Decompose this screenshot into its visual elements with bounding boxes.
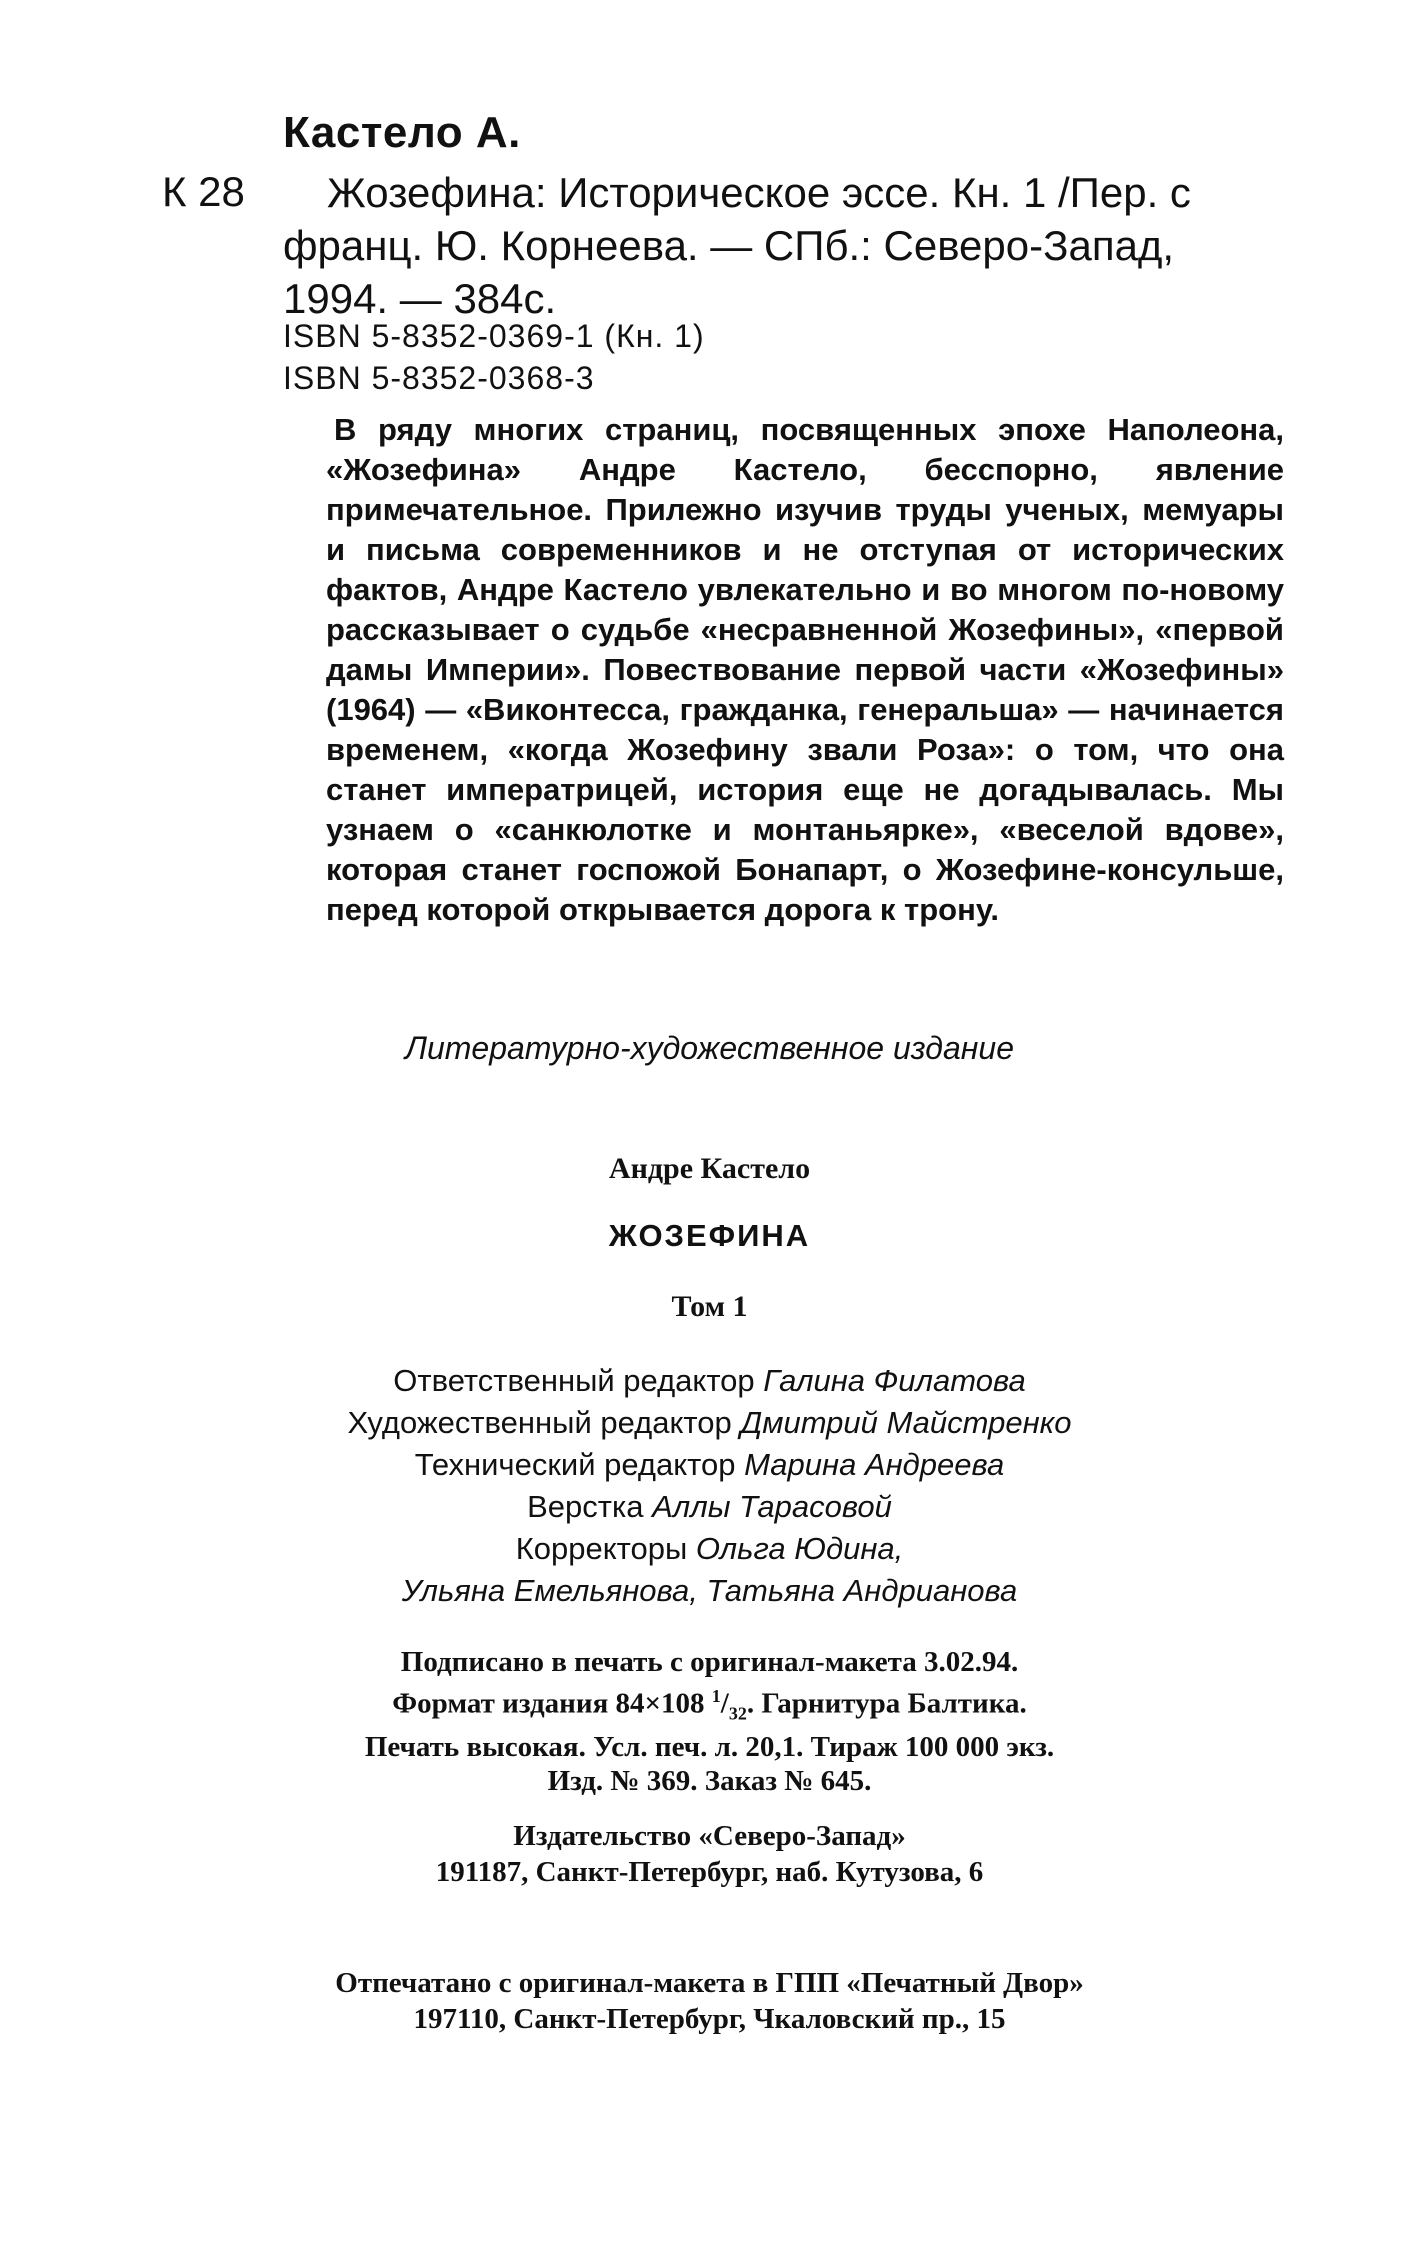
- publisher-name: Издательство «Северо-Запад»: [513, 1820, 906, 1852]
- editorial-credits: [0, 1360, 1419, 1612]
- printer-name: Отпечатано с оригинал-макета в ГПП «Печатный Двор»: [335, 1967, 1084, 1999]
- imprint-print-run: Печать высокая. Усл. печ. л. 20,1. Тираж 100 000 экз.: [364, 1731, 1055, 1764]
- isbn-set: ISBN 5-8352-0368-3: [283, 360, 595, 396]
- printer-address: 197110, Санкт-Петербург, Чкаловский пр., 15: [413, 2003, 1006, 2035]
- bibliographic-line-1: Жозефина: Историческое эссе. Кн. 1 /Пер. с: [327, 169, 1191, 216]
- imprint-order: Изд. № 369. Заказ № 645.: [547, 1765, 872, 1798]
- print-specifications: [0, 1645, 1419, 1798]
- edition-title: ЖОЗЕФИНА: [608, 1218, 811, 1253]
- book-annotation: В ряду многих страниц, посвященных эпохе Наполеона, «Жозефина» Андре Кастело, бесспорно, явление примечательное. Прилежно изучив труды ученых, мемуары и письма современников и не отступая от исторических фактов, Андре Кастело увлекательно и во многом по-новому рассказывает о судьбе «несравненной Жозефины», «первой дамы Империи». Повествование первой части «Жозефины» (1964) — «Виконтесса, гражданка, генеральша» — начинается временем, «когда Жозефину звали Роза»: о том, что она станет императрицей, история еще не догадывалась. Мы узнаем о «санкюлотке и монтаньярке», «веселой вдове», которая станет госпожой Бонапарт, о Жозефине-консульше, перед которой открывается дорога к трону.: [326, 412, 1284, 927]
- edition-volume: Том 1: [671, 1290, 748, 1323]
- isbn-volume: ISBN 5-8352-0369-1 (Кн. 1): [283, 318, 705, 354]
- printer-block: [0, 1965, 1419, 2037]
- publisher-block: [0, 1818, 1419, 1890]
- catalog-bibliographic-record: [283, 166, 1303, 325]
- imprint-format: Формат издания 84×108 $^1/_{32}$. Гарнитура Балтика.: [392, 1686, 1027, 1724]
- credit-editor: Ответственный редактор Галина Филатова: [393, 1363, 1026, 1398]
- credit-proofreaders: Корректоры Ольга Юдина,: [515, 1531, 904, 1566]
- times-sign: ×: [644, 1687, 662, 1720]
- publisher-address: 191187, Санкт-Петербург, наб. Кутузова, 6: [435, 1856, 984, 1888]
- credit-proofreaders-cont: Ульяна Емельянова, Татьяна Андрианова: [401, 1573, 1018, 1608]
- credit-art-editor: Художественный редактор Дмитрий Майстренко: [347, 1405, 1072, 1440]
- edition-genre: Литературно-художественное издание: [405, 1030, 1014, 1066]
- bibliographic-line-2: франц. Ю. Корнеева. — СПб.: Северо-Запад,: [283, 222, 1175, 269]
- credit-tech-editor: Технический редактор Марина Андреева: [414, 1447, 1005, 1482]
- catalog-author-heading: Кастело А.: [283, 108, 521, 157]
- edition-author: Андре Кастело: [608, 1152, 811, 1185]
- bibliographic-line-3: 1994. — 384с.: [283, 275, 557, 322]
- credit-layout: Верстка Аллы Тарасовой: [527, 1489, 892, 1524]
- catalog-class-code: К 28: [162, 168, 245, 215]
- imprint-signed: Подписано в печать с оригинал-макета 3.02.94.: [400, 1646, 1019, 1678]
